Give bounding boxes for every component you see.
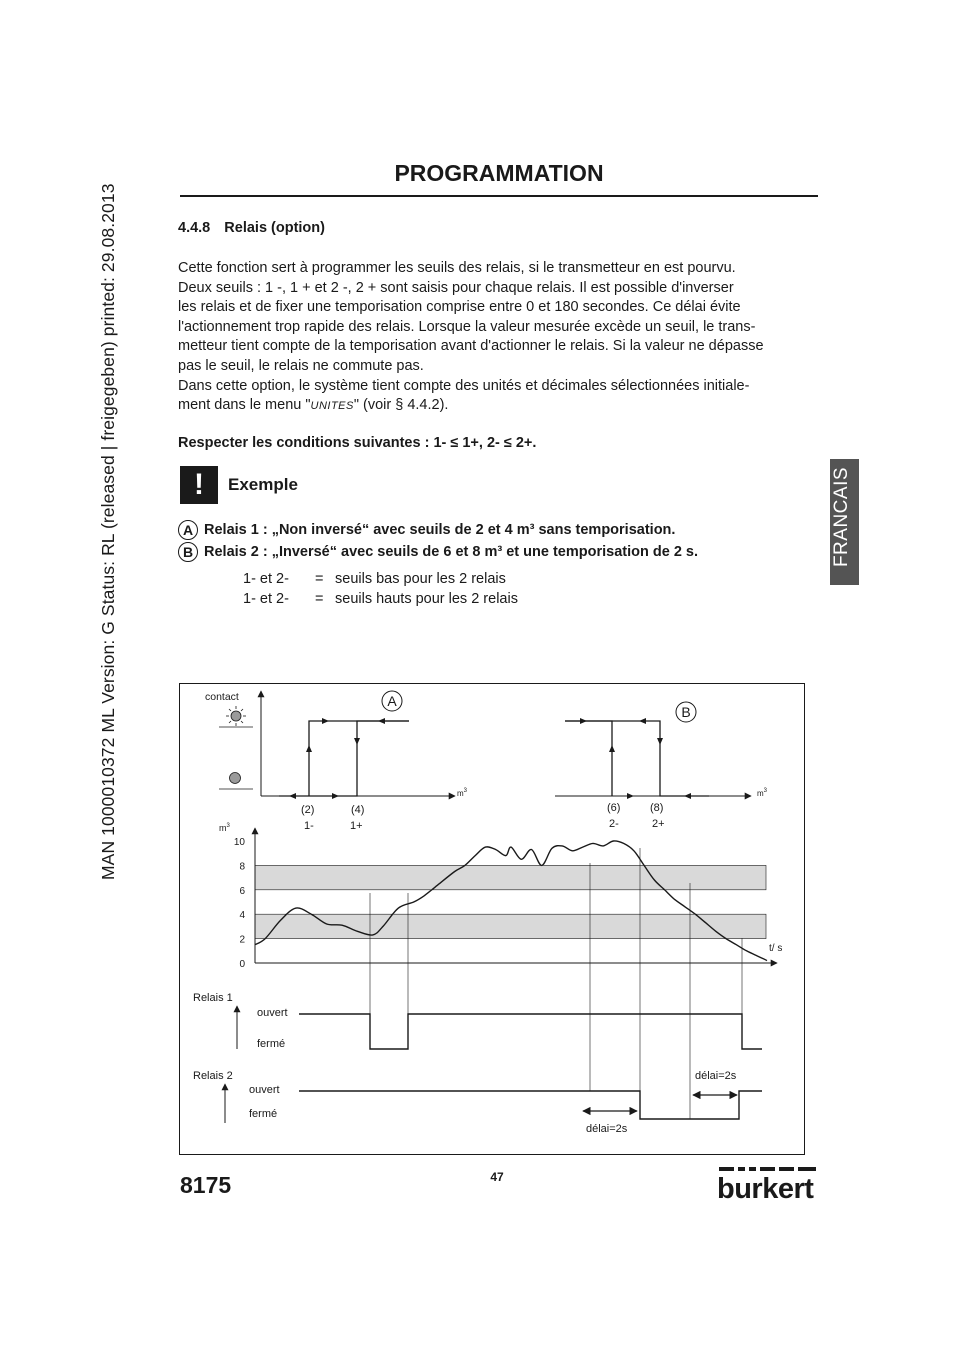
language-tab-label: FRANCAIS: [831, 466, 852, 568]
threshold-band-0: [255, 914, 766, 938]
case-badge-b: B: [178, 542, 198, 562]
logo-text: burkert: [717, 1173, 814, 1203]
y-tick-6: 6: [239, 885, 245, 897]
delay-label-1: délai=2s: [586, 1123, 628, 1135]
badge-a-letter: A: [387, 693, 397, 709]
threshold-row: [243, 591, 518, 607]
case-b: [178, 542, 698, 562]
threshold-eq: =: [315, 571, 324, 587]
y-tick-4: 4: [239, 910, 245, 922]
relay-diagram: [179, 683, 805, 1155]
lamp-off-icon: [219, 773, 253, 790]
contact-diagram-a: [205, 691, 468, 832]
body-text: [178, 259, 818, 417]
badge-b-letter: B: [681, 704, 691, 720]
relay2-ouvert-label: ouvert: [249, 1084, 280, 1096]
page-title: PROGRAMMATION: [394, 160, 604, 186]
section-number: 4.4.8: [178, 220, 211, 236]
tick-8-label: (8): [650, 802, 664, 814]
case-b-text: Relais 2 : „Inversé“ avec seuils de 6 et 8 m³ et une temporisation de 2 s.: [204, 544, 699, 560]
body-line: les relais et de fixer une temporisation comprise entre 0 et 180 secondes. Ce délai évite: [178, 299, 741, 316]
menu-name: UNITES: [310, 400, 354, 413]
body-line: metteur tient compte de la temporisation avant d'actionner le relais. Si la valeur ne dépasse: [178, 338, 764, 355]
threshold-key: 1- et 2-: [243, 571, 289, 587]
model-number: 8175: [180, 1172, 232, 1198]
threshold-eq: =: [315, 591, 324, 607]
burkert-logo: [716, 1165, 820, 1208]
contact-diagram-b: [555, 702, 768, 830]
tick-2minus-label: 2-: [609, 818, 619, 830]
relay2-timeline: [193, 1070, 762, 1135]
y-tick-2: 2: [239, 934, 245, 946]
tick-1minus-label: 1-: [304, 820, 314, 832]
unit-m3-label: $m^3$: [457, 788, 468, 798]
relay1-timeline: [193, 992, 762, 1050]
signal-axis-y-label: $m^3$: [219, 823, 230, 833]
threshold-desc: seuils hauts pour les 2 relais: [335, 591, 518, 607]
example-label: Exemple: [228, 475, 298, 494]
title-rule: [180, 195, 818, 197]
relay2-ferme-label: fermé: [249, 1108, 278, 1120]
body-line: pas le seuil, le relais ne commute pas.: [178, 357, 424, 374]
section-heading: [178, 220, 325, 236]
body-line: [178, 396, 818, 417]
threshold-key: 1- et 2-: [243, 591, 289, 607]
body-line: Deux seuils : 1 -, 1 + et 2 -, 2 + sont saisis pour chaque relais. Il est possible d'inverser: [178, 279, 734, 296]
tick-6-label: (6): [607, 802, 621, 814]
threshold-row: [243, 571, 506, 587]
relay1-ouvert-label: ouvert: [257, 1007, 288, 1019]
body-line: l'actionnement trop rapide des relais. Lorsque la valeur mesurée excède un seuil, le trans-: [178, 318, 756, 335]
tick-2-label: (2): [301, 804, 315, 816]
body-line: Dans cette option, le système tient compte des unités et décimales sélectionnées initiale-: [178, 377, 750, 394]
tick-4-label: (4): [351, 804, 365, 816]
document-metadata: MAN 1000010372 ML Version: G Status: RL (released | freigegeben) printed: 29.08.2013: [98, 183, 118, 880]
relay2-state-line: [299, 1091, 762, 1119]
language-tab: [830, 459, 859, 585]
case-badge-a: A: [178, 520, 198, 540]
y-tick-10: 10: [233, 837, 245, 848]
section-title: Relais (option): [224, 220, 325, 236]
y-tick-0: 0: [239, 959, 245, 970]
relay1-state-line: [299, 1014, 762, 1049]
signal-axis-x-label: t/ s: [769, 943, 783, 954]
threshold-bands: [255, 865, 766, 938]
body-text-span: " (voir § 4.4.2).: [353, 397, 449, 414]
contact-label: contact: [205, 691, 239, 703]
relay2-label: Relais 2: [193, 1070, 233, 1082]
conditions-text: Respecter les conditions suivantes : 1- ≤ 1+, 2- ≤ 2+.: [178, 435, 537, 451]
threshold-band-1: [255, 865, 766, 889]
threshold-desc: seuils bas pour les 2 relais: [335, 571, 506, 587]
body-line: Cette fonction sert à programmer les seuils des relais, si le transmetteur en est pourvu.: [178, 260, 736, 276]
relay1-label: Relais 1: [193, 992, 233, 1004]
body-text-span: ment dans le menu ": [178, 397, 311, 414]
warning-icon: !: [180, 466, 218, 504]
page-number: 47: [490, 1170, 504, 1184]
case-a-text: Relais 1 : „Non inversé“ avec seuils de 2 et 4 m³ sans temporisation.: [204, 522, 676, 538]
y-tick-labels: [234, 837, 246, 970]
relay1-ferme-label: fermé: [257, 1038, 286, 1050]
unit-m3-label-b: $m^3$: [757, 788, 768, 798]
tick-1plus-label: 1+: [350, 820, 363, 832]
lamp-on-icon: [219, 706, 253, 727]
relay-diagram-svg: [179, 683, 805, 1155]
case-a: [178, 520, 675, 540]
tick-2plus-label: 2+: [652, 818, 665, 830]
delay-label-2: délai=2s: [695, 1070, 737, 1082]
y-tick-8: 8: [239, 861, 245, 873]
